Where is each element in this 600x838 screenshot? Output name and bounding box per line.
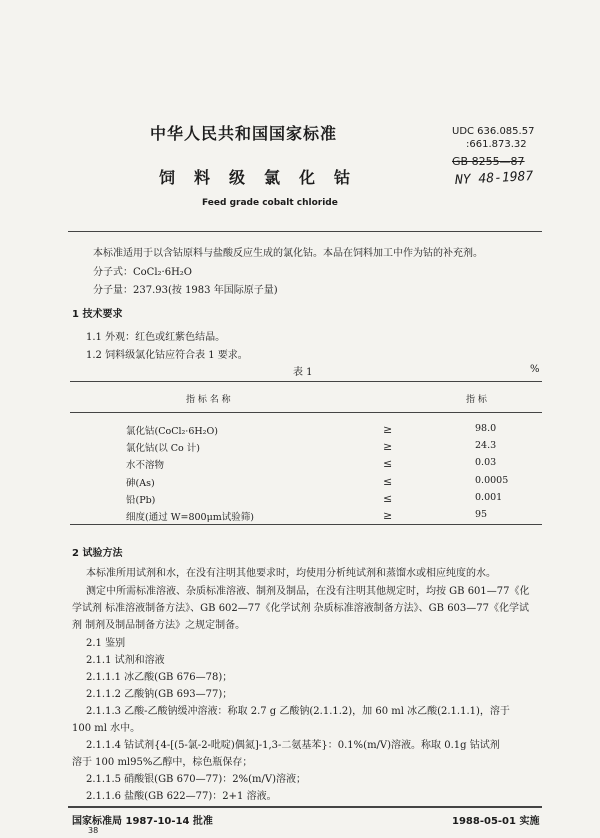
item-1-2: 1.2 饲料级氯化钴应符合表 1 要求。 (86, 350, 248, 361)
table-row-value: 98.0 (475, 423, 497, 434)
udc-line-1: UDC 636.085.57 (452, 126, 535, 137)
table-bottom-rule (70, 524, 542, 525)
section-2-heading: 2 试验方法 (72, 548, 123, 559)
item-2-1-1-6: 2.1.1.6 盐酸(GB 622—77)：2+1 溶液。 (86, 791, 277, 802)
table-row-value: 0.0005 (475, 475, 509, 486)
item-2-1-1-1: 2.1.1.1 冰乙酸(GB 676—78)； (86, 672, 233, 683)
table-unit: % (530, 364, 540, 375)
item-2-1-1-5: 2.1.1.5 硝酸银(GB 670—77)：2%(m/V)溶液； (86, 774, 307, 785)
footer-divider (68, 806, 542, 808)
table-row-symbol: ≥ (383, 509, 393, 522)
table-row-value: 95 (475, 509, 488, 520)
molecular-weight: 分子量：237.93(按 1983 年国际原子量) (93, 285, 278, 296)
english-title: Feed grade cobalt chloride (202, 198, 338, 208)
header-divider (68, 231, 542, 232)
item-2-1-1-3-line-2: 100 ml 水中。 (72, 723, 141, 734)
table-row-indicator: 细度(通过 W=800μm试验筛) (126, 512, 254, 523)
table-row-symbol: ≤ (383, 457, 393, 470)
item-2-1-1-4-line-2: 溶于 100 ml95%乙醇中，棕色瓶保存； (72, 757, 253, 768)
item-2-1-1-3-line-1: 2.1.1.3 乙酸-乙酸钠缓冲溶液：称取 2.7 g 乙酸钠(2.1.1.2)，加 60 ml 冰乙酸(2.1.1.1)，溶于 (86, 706, 510, 717)
table-header-value: 指 标 (466, 395, 487, 405)
table-row-symbol: ≤ (383, 475, 393, 488)
table-row-indicator: 氯化钴(以 Co 计) (126, 443, 200, 454)
item-2-1: 2.1 鉴别 (86, 638, 126, 649)
item-2-1-1-2: 2.1.1.2 乙酸钠(GB 693—77)； (86, 689, 233, 700)
new-standard-code: NY 48-1987 (454, 168, 534, 189)
table-row-value: 0.001 (475, 492, 503, 503)
udc-line-2: :661.873.32 (466, 139, 527, 150)
item-2-1-1: 2.1.1 试剂和溶液 (86, 655, 165, 666)
approval-line: 国家标准局 1987-10-14 批准 (72, 816, 213, 827)
document-title: 饲料级氯化钴 (159, 168, 370, 187)
table-row-symbol: ≤ (383, 492, 393, 505)
paragraph-2-2-line-2: 学试剂 标准溶液制备方法》、GB 602—77《化学试剂 杂质标准溶液制备方法》、GB 603—77《化学试 (72, 603, 530, 614)
table-caption: 表 1 (293, 367, 313, 378)
table-row-symbol: ≥ (383, 440, 393, 453)
org-title: 中华人民共和国国家标准 (150, 124, 338, 143)
page-number: 38 (88, 826, 99, 835)
table-row-value: 0.03 (475, 457, 497, 468)
table-header-rule (70, 412, 542, 413)
table-row-symbol: ≥ (383, 423, 393, 436)
table-row-value: 24.3 (475, 440, 497, 451)
table-row-indicator: 水不溶物 (126, 460, 165, 471)
table-top-rule (70, 381, 542, 382)
table-row-indicator: 砷(As) (126, 478, 155, 489)
paragraph-2-2-line-1: 测定中所需标准溶液、杂质标准溶液、制剂及制品，在没有注明其他规定时，均按 GB 601—77《化 (86, 586, 530, 597)
item-1-1: 1.1 外观：红色或红紫色结晶。 (86, 332, 226, 343)
molecular-formula: 分子式：CoCl₂·6H₂O (93, 267, 192, 278)
item-2-1-1-4-line-1: 2.1.1.4 钴试剂{4-[(5-氯-2-吡啶)偶氮]-1,3-二氨基苯}：0.1%(m/V)溶液。称取 0.1g 钴试剂 (86, 740, 500, 751)
implementation-line: 1988-05-01 实施 (452, 816, 540, 827)
paragraph-2-1: 本标准所用试剂和水，在没有注明其他要求时，均使用分析纯试剂和蒸馏水或相应纯度的水。 (86, 568, 496, 579)
table-row-indicator: 氯化钴(CoCl₂·6H₂O) (126, 426, 218, 437)
table-header-name: 指 标 名 称 (186, 395, 231, 405)
table-row-indicator: 铅(Pb) (126, 495, 156, 506)
paragraph-2-2-line-3: 剂 制剂及制品制备方法》之规定制备。 (72, 620, 246, 631)
old-standard-code: GB 8255—87 (452, 155, 525, 168)
section-1-heading: 1 技术要求 (72, 309, 123, 320)
scope-paragraph: 本标准适用于以含钴原料与盐酸反应生成的氯化钴。本品在饲料加工中作为钴的补充剂。 (93, 248, 483, 259)
